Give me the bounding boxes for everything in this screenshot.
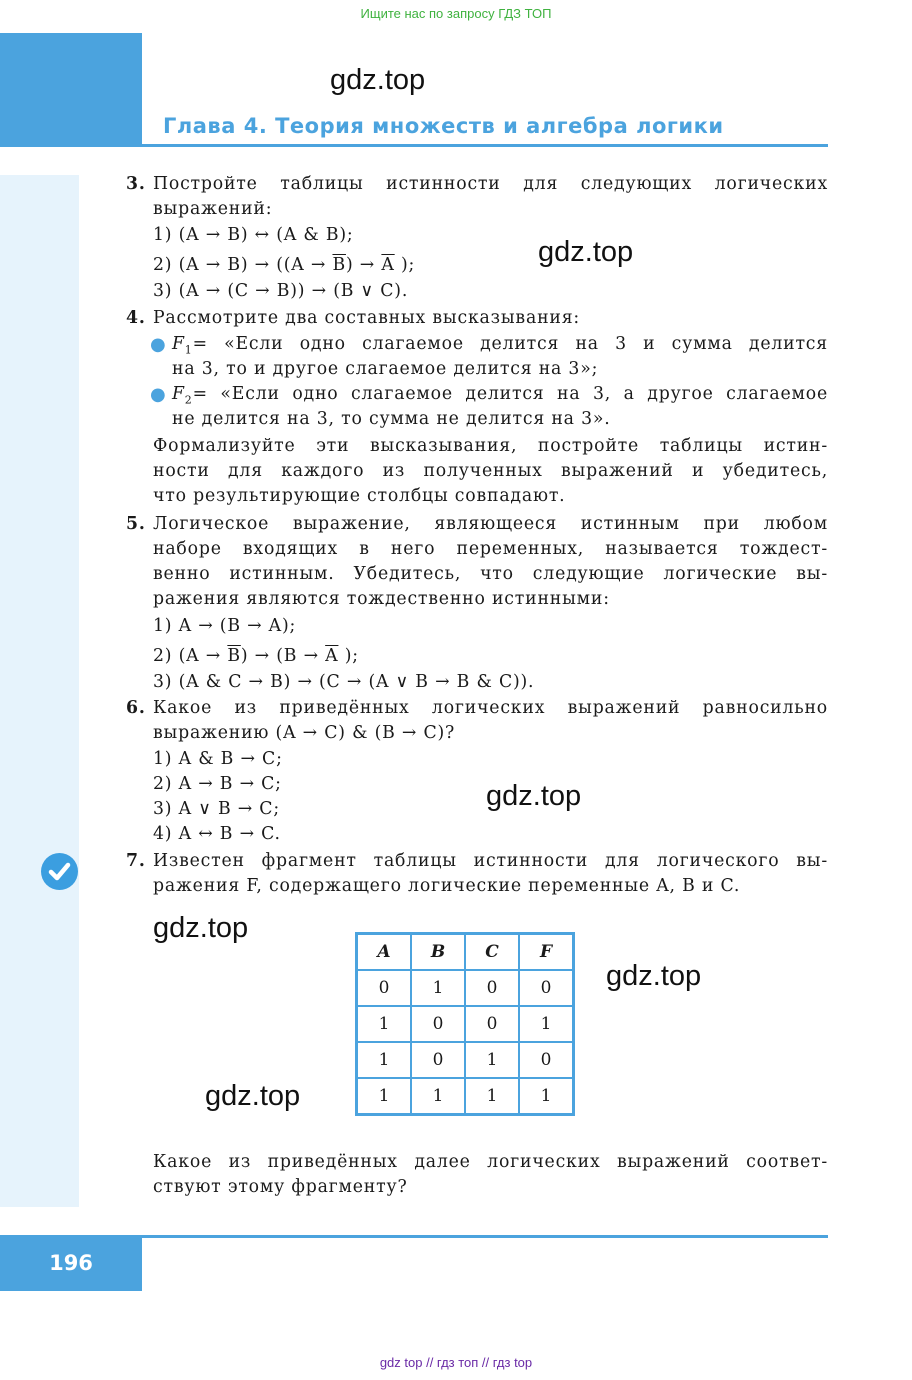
table-cell: 0: [357, 970, 412, 1006]
task4-f2-line2: не делится на 3, то сумма не делится на 3».: [172, 409, 611, 429]
sidebar-strip: [0, 175, 79, 1207]
chapter-title: Глава 4. Теория множеств и алгебра логики: [163, 114, 724, 138]
table-cell: 1: [411, 970, 465, 1006]
bullet-icon: ●: [150, 384, 166, 405]
watermark: gdz.top: [153, 912, 249, 944]
watermark: gdz.top: [606, 960, 702, 992]
f2-sub: 2: [184, 393, 193, 407]
task5-text-3: венно истинным. Убедитесь, что следующие логические вы-: [153, 564, 828, 584]
table-cell: 1: [465, 1042, 519, 1078]
negation-a: $\overline{A}$: [325, 646, 339, 666]
table-cell: 1: [357, 1078, 412, 1115]
expr-part: 2) (A → B) → ((A →: [153, 255, 333, 275]
f1-sub: 1: [184, 343, 193, 357]
table-cell: 0: [465, 1006, 519, 1042]
task7-question-1: Какое из приведённых далее логических выражений соответ-: [153, 1152, 828, 1172]
column-header: A: [357, 934, 412, 971]
task7-line1: [126, 849, 828, 874]
bullet-icon: ●: [150, 334, 166, 355]
task5-number: 5.: [126, 514, 146, 534]
task5-item-2: [153, 644, 359, 669]
table-row: [357, 970, 574, 1006]
task5-text-1: Логическое выражение, являющееся истинным при любом: [153, 514, 828, 534]
header-rule: [142, 144, 828, 147]
column-header: B: [411, 934, 465, 971]
column-header: F: [519, 934, 574, 971]
negation-a: $\overline{A}$: [381, 255, 395, 275]
task5-item-3: 3) (A & C → B) → (C → (A ∨ B → B & C)).: [153, 672, 535, 692]
table-cell: 0: [519, 1042, 574, 1078]
f1-text: = «Если одно слагаемое делится на 3 и сумма делится: [192, 334, 828, 354]
task7-number: 7.: [126, 851, 146, 871]
task4-number: 4.: [126, 308, 146, 328]
task7-text-2: ражения F, содержащего логические переменные A, B и C.: [153, 876, 741, 896]
task4-f1-line2: на 3, то и другое слагаемое делится на 3»;: [172, 359, 599, 379]
table-cell: 1: [411, 1078, 465, 1115]
table-cell: 0: [411, 1042, 465, 1078]
task7-text-1: Известен фрагмент таблицы истинности для логического вы-: [153, 851, 828, 871]
task6-line1: [126, 696, 828, 721]
truth-table-wrapper: [355, 932, 575, 1116]
expr-part: );: [338, 646, 359, 666]
truth-table: [355, 932, 575, 1116]
task6-option-1: 1) A & B → C;: [153, 749, 283, 769]
page-number: 196: [0, 1235, 142, 1291]
bottom-banner[interactable]: gdz top // гдз топ // гдз top: [379, 1355, 533, 1370]
task6-option-3: 3) A ∨ B → C;: [153, 799, 280, 819]
table-cell: 0: [465, 970, 519, 1006]
expr-part: ) → (B →: [240, 646, 326, 666]
f1-label: F: [172, 334, 185, 354]
task6-text-1: Какое из приведённых логических выражений равносильно: [153, 698, 828, 718]
task3-item-3: 3) (A → (C → B)) → (B ∨ C).: [153, 281, 409, 301]
watermark: gdz.top: [486, 780, 582, 812]
task3-item-2: [153, 253, 415, 278]
task4-outro-1: Формализуйте эти высказывания, постройте таблицы истин-: [153, 436, 828, 456]
table-row: [357, 1042, 574, 1078]
expr-part: );: [394, 255, 416, 275]
task3-intro-1: Постройте таблицы истинности для следующих логических: [153, 174, 828, 194]
table-cell: 1: [465, 1078, 519, 1115]
top-banner[interactable]: Ищите нас по запросу ГДЗ ТОП: [360, 6, 552, 21]
watermark: gdz.top: [330, 64, 426, 96]
table-cell: 1: [519, 1006, 574, 1042]
table-cell: 0: [411, 1006, 465, 1042]
f2-label: F: [172, 384, 185, 404]
watermark: gdz.top: [538, 236, 634, 268]
task3-item-1: 1) (A → B) ↔ (A & B);: [153, 225, 354, 245]
task4-intro-text: Рассмотрите два составных высказывания:: [153, 308, 581, 328]
negation-b: $\overline{B}$: [227, 646, 241, 666]
expr-part: ) →: [345, 255, 382, 275]
footer-rule: [142, 1235, 828, 1238]
task7-question-2: ствуют этому фрагменту?: [153, 1177, 408, 1197]
task5-text-2: наборе входящих в него переменных, называется тождест-: [153, 539, 828, 559]
table-cell: 1: [357, 1006, 412, 1042]
task5-item-1: 1) A → (B → A);: [153, 616, 297, 636]
task6-option-2: 2) A → B → C;: [153, 774, 282, 794]
task6-option-4: 4) A ↔ B → C.: [153, 824, 281, 844]
task3-intro-2: выражений:: [153, 199, 273, 219]
table-cell: 1: [519, 1078, 574, 1115]
task5-line1: [126, 512, 828, 537]
f2-text: = «Если одно слагаемое делится на 3, а другое слагаемое: [192, 384, 828, 404]
table-cell: 0: [519, 970, 574, 1006]
watermark: gdz.top: [205, 1080, 301, 1112]
task3-number: 3.: [126, 174, 146, 194]
column-header: C: [465, 934, 519, 971]
task4-outro-3: что результирующие столбцы совпадают.: [153, 486, 566, 506]
task4-outro-2: ности для каждого из полученных выражений и убедитесь,: [153, 461, 828, 481]
table-cell: 1: [357, 1042, 412, 1078]
expr-part: 2) (A →: [153, 646, 228, 666]
check-icon: [41, 853, 78, 890]
task6-text-2: выражению (A → C) & (B → C)?: [153, 723, 456, 743]
table-row: [357, 1006, 574, 1042]
negation-b: $\overline{B}$: [332, 255, 346, 275]
task6-number: 6.: [126, 698, 146, 718]
task4-intro: [126, 306, 580, 331]
task5-text-4: ражения являются тождественно истинными:: [153, 589, 610, 609]
table-header-row: [357, 934, 574, 971]
table-row: [357, 1078, 574, 1115]
task3-line1: [126, 172, 828, 197]
header-corner-block: [0, 33, 142, 147]
